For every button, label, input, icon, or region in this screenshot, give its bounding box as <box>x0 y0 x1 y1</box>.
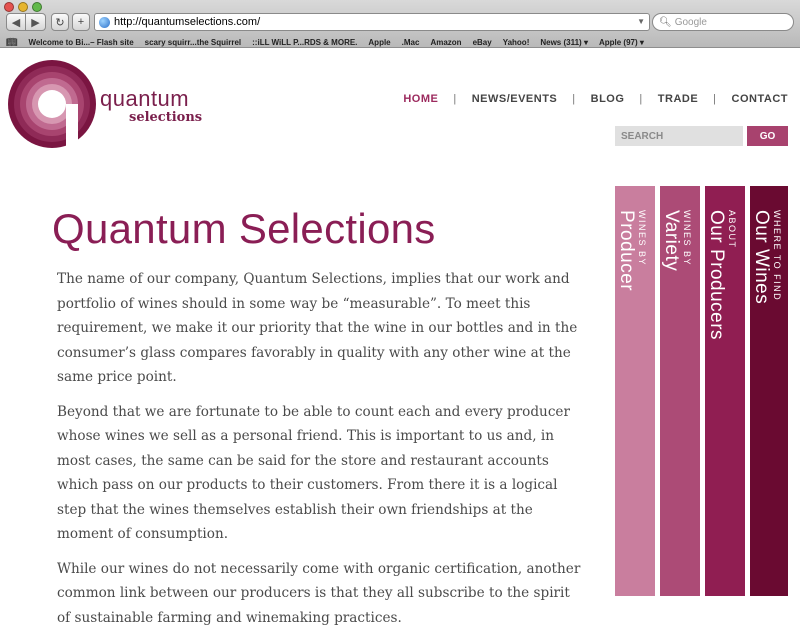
browser-search-placeholder: Google <box>674 16 707 28</box>
paragraph: The name of our company, Quantum Selections, implies that our work and portfolio of wines should in some way be “measurable”. To meet this requirement, we make it our priority that the wine in our bottles and in the consumer’s glass compares favorably in quality with any other wine at the same price point. <box>57 271 578 385</box>
site-globe-icon <box>99 17 110 28</box>
browser-search-field[interactable] <box>652 13 794 31</box>
add-bookmark-button[interactable] <box>72 13 90 31</box>
history-buttons <box>6 13 46 31</box>
nav-home-link[interactable]: HOME <box>403 93 439 105</box>
nav-news-events-link[interactable]: NEWS/EVENTS <box>471 93 558 105</box>
reload-button[interactable] <box>51 13 69 31</box>
site-search-input[interactable] <box>615 126 743 146</box>
reload-icon: ↻ <box>55 16 65 29</box>
address-bar[interactable] <box>94 13 650 31</box>
bookmark-item[interactable]: Apple <box>368 37 391 47</box>
tab-title: Variety <box>661 210 682 272</box>
paragraph: Beyond that we are fortunate to be able to count each and every producer whose wines we sell as a personal friend. This is important to us and, in most cases, the same can be said for the store and restaurant accounts which pass on our products to their customers. From there it is a logical step that the wines themselves establish their own friendships at the moment of consumption. <box>57 403 570 542</box>
bookmarks-bar <box>0 36 800 48</box>
address-url: http://quantumselections.com/ <box>114 16 261 28</box>
browser-toolbar <box>6 13 794 33</box>
browser-chrome <box>0 0 800 48</box>
quantum-logo-icon[interactable] <box>8 60 96 148</box>
tab-where-to-find-our-wines[interactable] <box>750 186 788 596</box>
bookmark-item[interactable]: Welcome to Bi...– Flash site <box>28 37 134 47</box>
nav-separator: | <box>572 93 576 105</box>
back-arrow-icon: ◀ <box>11 16 21 29</box>
nav-trade-link[interactable]: TRADE <box>657 93 699 105</box>
minimize-window-button[interactable] <box>18 2 28 12</box>
nav-blog-link[interactable]: BLOG <box>590 93 625 105</box>
tab-title: Producer <box>616 210 637 292</box>
tab-wines-by-variety[interactable] <box>660 186 700 596</box>
chevron-down-icon[interactable]: ▼ <box>637 17 645 26</box>
tab-label <box>706 210 737 340</box>
nav-separator: | <box>639 93 643 105</box>
tab-kicker: WINES BY <box>637 210 647 267</box>
tab-label <box>661 210 692 271</box>
tab-kicker: WHERE TO FIND <box>772 210 782 302</box>
tab-title: Our Producers <box>706 210 727 341</box>
forward-arrow-icon: ▶ <box>31 16 40 29</box>
back-button[interactable] <box>6 13 26 31</box>
bookmark-item[interactable]: Yahoo! <box>502 37 530 47</box>
close-window-button[interactable] <box>4 2 14 12</box>
bookmark-item[interactable]: .Mac <box>401 37 420 47</box>
forward-button[interactable] <box>26 13 46 31</box>
bookmark-item[interactable]: eBay <box>472 37 492 47</box>
tab-kicker: WINES BY <box>682 210 692 267</box>
plus-icon: + <box>77 16 85 28</box>
bookmark-item[interactable]: scary squirr...the Squirrel <box>144 37 242 47</box>
page-title: Quantum Selections <box>52 205 436 252</box>
main-navigation <box>403 93 788 105</box>
search-go-button[interactable]: GO <box>747 126 788 146</box>
tab-about-our-producers[interactable] <box>705 186 745 596</box>
paragraph: While our wines do not necessarily come with organic certification, another common link between our producers is that they all subscribe to the spirit of sustainable farming and winemaking practices. <box>57 560 581 626</box>
open-book-icon[interactable]: 📖︎ <box>6 36 18 47</box>
zoom-window-button[interactable] <box>32 2 42 12</box>
search-icon: 🔍︎ <box>659 16 672 28</box>
brand-subtitle: selections <box>129 110 203 125</box>
window-controls <box>4 2 42 12</box>
tab-title: Our Wines <box>751 210 772 305</box>
nav-separator: | <box>713 93 717 105</box>
tab-kicker: ABOUT <box>727 210 737 249</box>
bookmark-item[interactable]: Amazon <box>430 37 462 47</box>
intro-text <box>57 267 587 640</box>
bookmark-item[interactable]: News (311) ▾ <box>540 37 588 47</box>
tab-wines-by-producer[interactable] <box>615 186 655 596</box>
nav-contact-link[interactable]: CONTACT <box>731 93 788 105</box>
bookmark-item[interactable]: ::iLL WiLL P...RDS & MORE. <box>252 37 358 47</box>
tab-label <box>616 210 647 291</box>
brand-name: quantum <box>100 86 190 111</box>
tab-label <box>751 210 782 304</box>
bookmark-item[interactable]: Apple (97) ▾ <box>598 37 644 47</box>
nav-separator: | <box>453 93 457 105</box>
